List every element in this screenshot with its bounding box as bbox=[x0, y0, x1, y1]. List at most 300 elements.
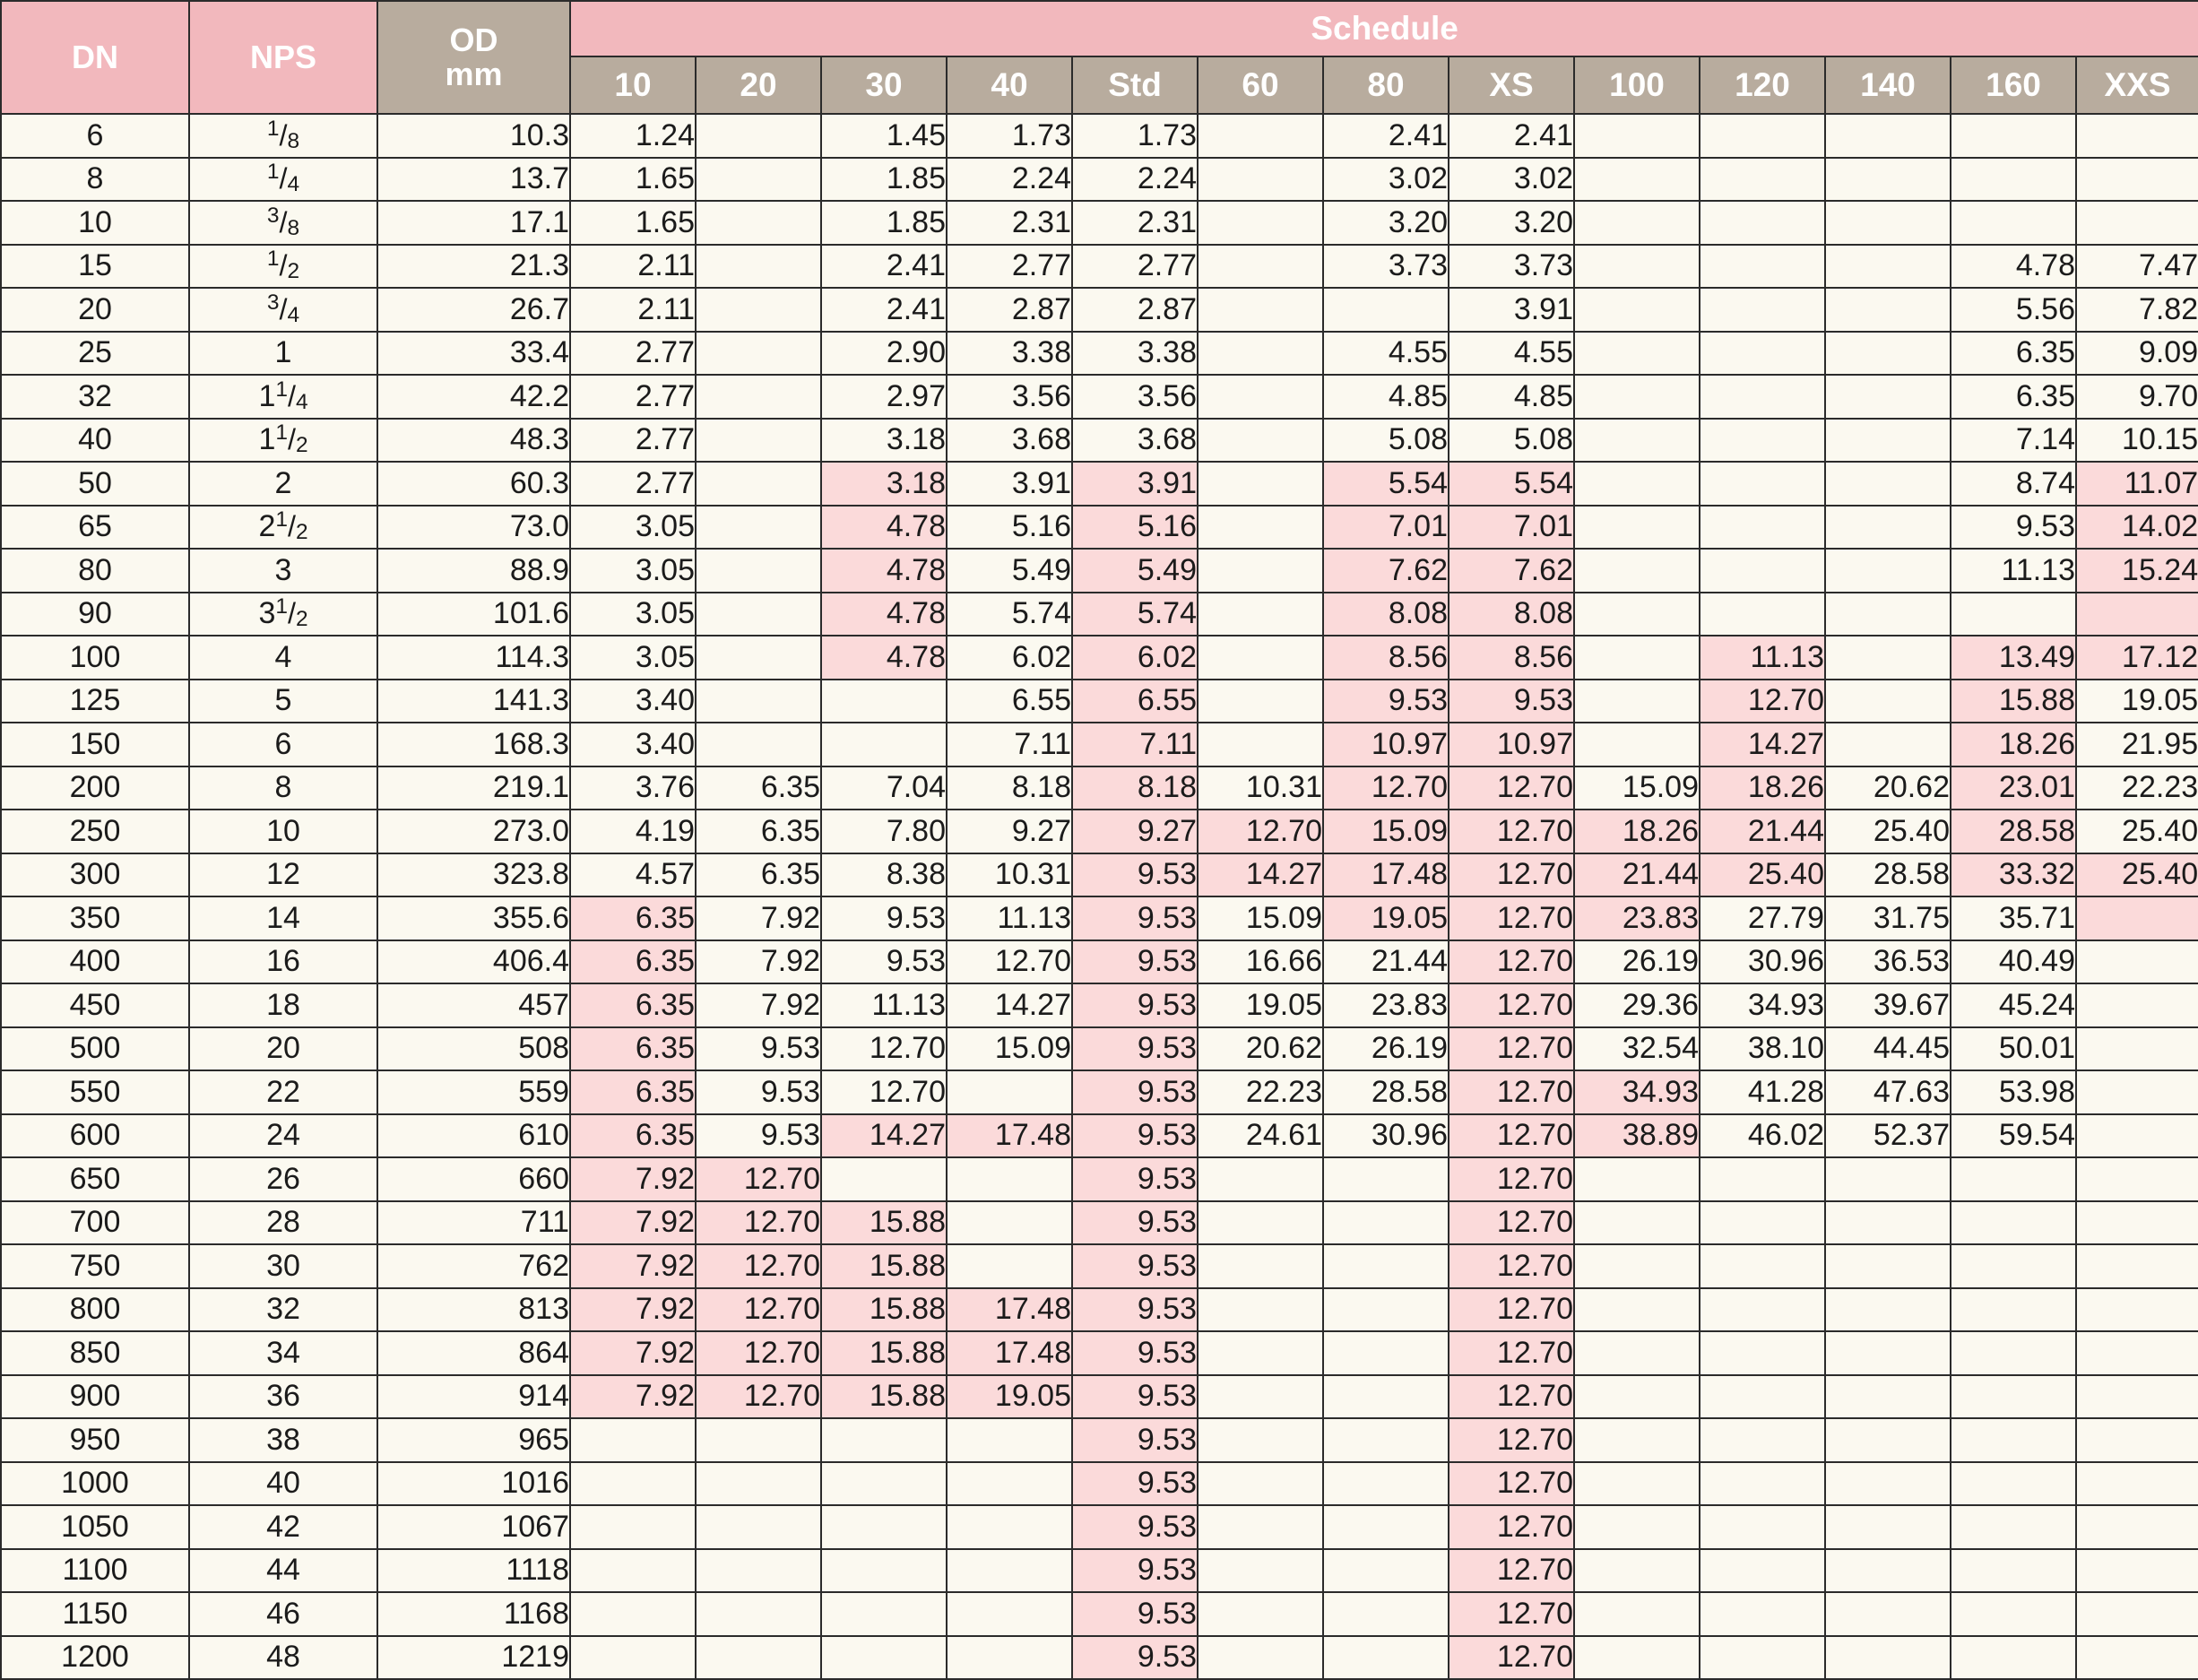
cell-dn: 200 bbox=[1, 766, 189, 810]
cell-sched-100 bbox=[1574, 636, 1700, 680]
cell-dn: 900 bbox=[1, 1375, 189, 1419]
cell-sched-30: 2.41 bbox=[821, 245, 947, 289]
cell-sched-120: 30.96 bbox=[1700, 940, 1825, 984]
cell-sched-20 bbox=[696, 114, 821, 158]
cell-sched-100 bbox=[1574, 114, 1700, 158]
cell-sched-xxs bbox=[2076, 1114, 2198, 1158]
cell-sched-10: 3.05 bbox=[570, 593, 696, 636]
cell-nps: 1 bbox=[189, 332, 377, 376]
cell-dn: 950 bbox=[1, 1418, 189, 1462]
cell-dn: 10 bbox=[1, 201, 189, 245]
cell-dn: 100 bbox=[1, 636, 189, 680]
cell-nps: 22 bbox=[189, 1070, 377, 1114]
cell-od: 457 bbox=[377, 983, 570, 1027]
cell-sched-80: 2.41 bbox=[1323, 114, 1449, 158]
cell-sched-std: 9.53 bbox=[1072, 1549, 1198, 1593]
cell-sched-10: 2.11 bbox=[570, 245, 696, 289]
cell-nps: 18 bbox=[189, 983, 377, 1027]
cell-dn: 450 bbox=[1, 983, 189, 1027]
cell-sched-xxs: 7.82 bbox=[2076, 288, 2198, 332]
cell-dn: 550 bbox=[1, 1070, 189, 1114]
cell-sched-80: 21.44 bbox=[1323, 940, 1449, 984]
cell-sched-60 bbox=[1198, 636, 1323, 680]
cell-sched-std: 9.53 bbox=[1072, 1027, 1198, 1071]
cell-sched-10: 7.92 bbox=[570, 1244, 696, 1288]
cell-sched-80: 19.05 bbox=[1323, 896, 1449, 940]
cell-sched-80: 3.73 bbox=[1323, 245, 1449, 289]
cell-sched-xs: 12.70 bbox=[1449, 1027, 1574, 1071]
cell-sched-std: 9.53 bbox=[1072, 1418, 1198, 1462]
table-row bbox=[1, 1027, 2198, 1071]
cell-dn: 650 bbox=[1, 1157, 189, 1201]
cell-sched-xxs bbox=[2076, 1244, 2198, 1288]
cell-sched-80 bbox=[1323, 1549, 1449, 1593]
cell-sched-xs: 12.70 bbox=[1449, 1157, 1574, 1201]
cell-sched-160 bbox=[1951, 1288, 2076, 1332]
cell-dn: 350 bbox=[1, 896, 189, 940]
cell-sched-std: 3.68 bbox=[1072, 419, 1198, 463]
cell-nps: 46 bbox=[189, 1592, 377, 1636]
cell-od: 1016 bbox=[377, 1462, 570, 1506]
cell-sched-20: 12.70 bbox=[696, 1331, 821, 1375]
cell-sched-120 bbox=[1700, 1157, 1825, 1201]
cell-nps: 48 bbox=[189, 1636, 377, 1680]
column-header-dn: DN bbox=[1, 1, 189, 114]
cell-sched-40: 5.49 bbox=[947, 549, 1072, 593]
cell-sched-10: 7.92 bbox=[570, 1288, 696, 1332]
cell-sched-80 bbox=[1323, 1636, 1449, 1680]
cell-sched-xs: 12.70 bbox=[1449, 1201, 1574, 1245]
cell-sched-xs: 3.20 bbox=[1449, 201, 1574, 245]
cell-sched-80 bbox=[1323, 1418, 1449, 1462]
cell-sched-140: 47.63 bbox=[1825, 1070, 1951, 1114]
cell-sched-80 bbox=[1323, 1244, 1449, 1288]
cell-sched-xs: 4.55 bbox=[1449, 332, 1574, 376]
cell-sched-80: 28.58 bbox=[1323, 1070, 1449, 1114]
cell-sched-100: 32.54 bbox=[1574, 1027, 1700, 1071]
cell-sched-xs: 12.70 bbox=[1449, 1070, 1574, 1114]
cell-sched-10: 2.11 bbox=[570, 288, 696, 332]
cell-sched-100: 21.44 bbox=[1574, 853, 1700, 897]
column-header-sched-140: 140 bbox=[1825, 56, 1951, 114]
cell-sched-160: 33.32 bbox=[1951, 853, 2076, 897]
cell-sched-60 bbox=[1198, 1592, 1323, 1636]
cell-nps: 3 bbox=[189, 549, 377, 593]
cell-sched-160: 8.74 bbox=[1951, 462, 2076, 506]
cell-sched-std: 3.56 bbox=[1072, 375, 1198, 419]
cell-sched-10: 6.35 bbox=[570, 940, 696, 984]
cell-sched-30: 9.53 bbox=[821, 940, 947, 984]
cell-od: 13.7 bbox=[377, 158, 570, 202]
cell-dn: 40 bbox=[1, 419, 189, 463]
cell-sched-std: 7.11 bbox=[1072, 723, 1198, 766]
cell-sched-30: 3.18 bbox=[821, 419, 947, 463]
table-header bbox=[1, 1, 2198, 114]
cell-sched-140 bbox=[1825, 1636, 1951, 1680]
cell-sched-160 bbox=[1951, 1505, 2076, 1549]
cell-sched-10: 7.92 bbox=[570, 1331, 696, 1375]
cell-dn: 50 bbox=[1, 462, 189, 506]
cell-sched-40: 17.48 bbox=[947, 1114, 1072, 1158]
cell-sched-std: 8.18 bbox=[1072, 766, 1198, 810]
cell-sched-60 bbox=[1198, 506, 1323, 550]
cell-sched-100 bbox=[1574, 245, 1700, 289]
cell-sched-60: 12.70 bbox=[1198, 810, 1323, 853]
cell-dn: 600 bbox=[1, 1114, 189, 1158]
cell-sched-100 bbox=[1574, 723, 1700, 766]
table-row bbox=[1, 506, 2198, 550]
cell-sched-80: 5.08 bbox=[1323, 419, 1449, 463]
cell-od: 864 bbox=[377, 1331, 570, 1375]
cell-sched-100 bbox=[1574, 201, 1700, 245]
cell-sched-20 bbox=[696, 245, 821, 289]
cell-sched-10: 1.65 bbox=[570, 201, 696, 245]
cell-sched-std: 9.53 bbox=[1072, 1636, 1198, 1680]
cell-sched-160: 53.98 bbox=[1951, 1070, 2076, 1114]
cell-sched-20 bbox=[696, 723, 821, 766]
cell-sched-40: 3.91 bbox=[947, 462, 1072, 506]
cell-sched-140 bbox=[1825, 375, 1951, 419]
cell-sched-xxs bbox=[2076, 1505, 2198, 1549]
cell-sched-xxs: 7.47 bbox=[2076, 245, 2198, 289]
cell-od: 114.3 bbox=[377, 636, 570, 680]
cell-sched-100 bbox=[1574, 375, 1700, 419]
cell-sched-140: 28.58 bbox=[1825, 853, 1951, 897]
cell-sched-120 bbox=[1700, 1636, 1825, 1680]
cell-dn: 8 bbox=[1, 158, 189, 202]
cell-sched-80: 3.02 bbox=[1323, 158, 1449, 202]
cell-sched-140 bbox=[1825, 1331, 1951, 1375]
cell-sched-100 bbox=[1574, 1375, 1700, 1419]
cell-sched-20: 7.92 bbox=[696, 940, 821, 984]
cell-sched-std: 9.53 bbox=[1072, 1244, 1198, 1288]
cell-sched-30 bbox=[821, 723, 947, 766]
cell-sched-40: 11.13 bbox=[947, 896, 1072, 940]
cell-sched-30: 9.53 bbox=[821, 896, 947, 940]
table-row bbox=[1, 853, 2198, 897]
cell-sched-30: 3.18 bbox=[821, 462, 947, 506]
table-row bbox=[1, 723, 2198, 766]
cell-sched-80: 10.97 bbox=[1323, 723, 1449, 766]
cell-dn: 750 bbox=[1, 1244, 189, 1288]
cell-sched-100: 34.93 bbox=[1574, 1070, 1700, 1114]
cell-od: 1219 bbox=[377, 1636, 570, 1680]
cell-sched-140 bbox=[1825, 332, 1951, 376]
table-row bbox=[1, 1418, 2198, 1462]
cell-od: 323.8 bbox=[377, 853, 570, 897]
cell-od: 26.7 bbox=[377, 288, 570, 332]
cell-od: 168.3 bbox=[377, 723, 570, 766]
cell-sched-10: 6.35 bbox=[570, 896, 696, 940]
cell-sched-80: 3.20 bbox=[1323, 201, 1449, 245]
table-row bbox=[1, 1201, 2198, 1245]
cell-nps: 10 bbox=[189, 810, 377, 853]
column-header-sched-160: 160 bbox=[1951, 56, 2076, 114]
cell-sched-xs: 12.70 bbox=[1449, 1114, 1574, 1158]
cell-sched-10: 7.92 bbox=[570, 1201, 696, 1245]
cell-sched-10: 6.35 bbox=[570, 1114, 696, 1158]
cell-sched-140 bbox=[1825, 1592, 1951, 1636]
cell-sched-30 bbox=[821, 680, 947, 723]
cell-sched-20 bbox=[696, 1418, 821, 1462]
cell-sched-20: 12.70 bbox=[696, 1201, 821, 1245]
cell-sched-xxs bbox=[2076, 1070, 2198, 1114]
column-header-sched-80: 80 bbox=[1323, 56, 1449, 114]
cell-sched-120: 12.70 bbox=[1700, 680, 1825, 723]
cell-sched-30: 15.88 bbox=[821, 1244, 947, 1288]
cell-sched-100 bbox=[1574, 1549, 1700, 1593]
table-row bbox=[1, 419, 2198, 463]
cell-sched-80 bbox=[1323, 1505, 1449, 1549]
cell-od: 60.3 bbox=[377, 462, 570, 506]
table-row bbox=[1, 549, 2198, 593]
cell-sched-std: 9.53 bbox=[1072, 896, 1198, 940]
cell-sched-xxs: 25.40 bbox=[2076, 853, 2198, 897]
cell-sched-140 bbox=[1825, 723, 1951, 766]
cell-od: 42.2 bbox=[377, 375, 570, 419]
cell-sched-120 bbox=[1700, 593, 1825, 636]
cell-sched-160 bbox=[1951, 1375, 2076, 1419]
cell-sched-std: 9.27 bbox=[1072, 810, 1198, 853]
table-row bbox=[1, 462, 2198, 506]
cell-sched-30: 12.70 bbox=[821, 1027, 947, 1071]
cell-sched-20 bbox=[696, 549, 821, 593]
cell-sched-xxs bbox=[2076, 940, 2198, 984]
cell-sched-140 bbox=[1825, 1505, 1951, 1549]
cell-sched-160 bbox=[1951, 1244, 2076, 1288]
cell-od: 762 bbox=[377, 1244, 570, 1288]
cell-sched-60 bbox=[1198, 1375, 1323, 1419]
cell-sched-30: 7.80 bbox=[821, 810, 947, 853]
cell-sched-120: 11.13 bbox=[1700, 636, 1825, 680]
cell-sched-xs: 9.53 bbox=[1449, 680, 1574, 723]
cell-sched-120 bbox=[1700, 375, 1825, 419]
table-row bbox=[1, 1592, 2198, 1636]
cell-nps: 6 bbox=[189, 723, 377, 766]
cell-sched-80 bbox=[1323, 1375, 1449, 1419]
cell-sched-40: 2.87 bbox=[947, 288, 1072, 332]
cell-sched-40: 19.05 bbox=[947, 1375, 1072, 1419]
cell-sched-160: 50.01 bbox=[1951, 1027, 2076, 1071]
cell-sched-80: 17.48 bbox=[1323, 853, 1449, 897]
cell-sched-120 bbox=[1700, 1244, 1825, 1288]
cell-sched-160: 28.58 bbox=[1951, 810, 2076, 853]
cell-sched-30 bbox=[821, 1462, 947, 1506]
cell-sched-xs: 3.02 bbox=[1449, 158, 1574, 202]
cell-sched-20: 9.53 bbox=[696, 1070, 821, 1114]
cell-sched-xs: 8.08 bbox=[1449, 593, 1574, 636]
cell-sched-60 bbox=[1198, 680, 1323, 723]
cell-sched-xs: 7.62 bbox=[1449, 549, 1574, 593]
cell-sched-40: 6.02 bbox=[947, 636, 1072, 680]
cell-sched-60 bbox=[1198, 158, 1323, 202]
cell-sched-80: 7.62 bbox=[1323, 549, 1449, 593]
cell-dn: 400 bbox=[1, 940, 189, 984]
cell-sched-40: 2.31 bbox=[947, 201, 1072, 245]
cell-sched-160: 13.49 bbox=[1951, 636, 2076, 680]
cell-sched-10: 3.40 bbox=[570, 680, 696, 723]
table-row bbox=[1, 940, 2198, 984]
cell-sched-140 bbox=[1825, 680, 1951, 723]
table-row bbox=[1, 766, 2198, 810]
cell-sched-120: 46.02 bbox=[1700, 1114, 1825, 1158]
cell-sched-std: 6.55 bbox=[1072, 680, 1198, 723]
cell-sched-100 bbox=[1574, 1462, 1700, 1506]
cell-sched-120: 14.27 bbox=[1700, 723, 1825, 766]
cell-sched-60: 16.66 bbox=[1198, 940, 1323, 984]
cell-sched-160 bbox=[1951, 158, 2076, 202]
cell-sched-100 bbox=[1574, 593, 1700, 636]
cell-sched-20 bbox=[696, 506, 821, 550]
cell-sched-20: 9.53 bbox=[696, 1027, 821, 1071]
cell-sched-10: 2.77 bbox=[570, 419, 696, 463]
cell-sched-100 bbox=[1574, 158, 1700, 202]
cell-sched-140: 39.67 bbox=[1825, 983, 1951, 1027]
cell-sched-140 bbox=[1825, 1549, 1951, 1593]
cell-sched-30: 15.88 bbox=[821, 1331, 947, 1375]
cell-sched-10 bbox=[570, 1462, 696, 1506]
cell-sched-20 bbox=[696, 462, 821, 506]
cell-sched-10: 4.57 bbox=[570, 853, 696, 897]
cell-od: 273.0 bbox=[377, 810, 570, 853]
cell-sched-std: 9.53 bbox=[1072, 940, 1198, 984]
cell-nps: 42 bbox=[189, 1505, 377, 1549]
cell-nps: 44 bbox=[189, 1549, 377, 1593]
cell-sched-20: 6.35 bbox=[696, 766, 821, 810]
cell-sched-60 bbox=[1198, 1288, 1323, 1332]
cell-sched-40: 17.48 bbox=[947, 1288, 1072, 1332]
header-row-top bbox=[1, 1, 2198, 56]
cell-sched-60 bbox=[1198, 462, 1323, 506]
cell-sched-xxs: 10.15 bbox=[2076, 419, 2198, 463]
cell-sched-60 bbox=[1198, 1418, 1323, 1462]
cell-sched-100 bbox=[1574, 462, 1700, 506]
cell-nps: 38 bbox=[189, 1418, 377, 1462]
cell-sched-xs: 10.97 bbox=[1449, 723, 1574, 766]
table-row bbox=[1, 288, 2198, 332]
cell-sched-120: 34.93 bbox=[1700, 983, 1825, 1027]
cell-sched-160: 45.24 bbox=[1951, 983, 2076, 1027]
cell-od: 88.9 bbox=[377, 549, 570, 593]
cell-sched-30: 1.85 bbox=[821, 201, 947, 245]
cell-sched-xxs: 9.70 bbox=[2076, 375, 2198, 419]
cell-sched-160: 11.13 bbox=[1951, 549, 2076, 593]
cell-sched-160 bbox=[1951, 114, 2076, 158]
cell-sched-120: 18.26 bbox=[1700, 766, 1825, 810]
cell-nps: 34 bbox=[189, 1331, 377, 1375]
cell-sched-140 bbox=[1825, 1288, 1951, 1332]
cell-sched-160: 18.26 bbox=[1951, 723, 2076, 766]
cell-od: 610 bbox=[377, 1114, 570, 1158]
cell-sched-xxs bbox=[2076, 1636, 2198, 1680]
table-row bbox=[1, 332, 2198, 376]
cell-sched-xs: 8.56 bbox=[1449, 636, 1574, 680]
cell-od: 1168 bbox=[377, 1592, 570, 1636]
cell-sched-xs: 12.70 bbox=[1449, 983, 1574, 1027]
cell-sched-60: 15.09 bbox=[1198, 896, 1323, 940]
table-row bbox=[1, 1375, 2198, 1419]
cell-dn: 15 bbox=[1, 245, 189, 289]
cell-sched-140 bbox=[1825, 1157, 1951, 1201]
cell-sched-xxs: 9.09 bbox=[2076, 332, 2198, 376]
cell-sched-10 bbox=[570, 1549, 696, 1593]
column-header-nps: NPS bbox=[189, 1, 377, 114]
cell-sched-80: 26.19 bbox=[1323, 1027, 1449, 1071]
cell-sched-60 bbox=[1198, 288, 1323, 332]
cell-sched-160 bbox=[1951, 1157, 2076, 1201]
cell-sched-std: 2.24 bbox=[1072, 158, 1198, 202]
cell-sched-140 bbox=[1825, 288, 1951, 332]
cell-sched-120: 21.44 bbox=[1700, 810, 1825, 853]
column-header-sched-100: 100 bbox=[1574, 56, 1700, 114]
cell-dn: 80 bbox=[1, 549, 189, 593]
cell-sched-30 bbox=[821, 1418, 947, 1462]
table-row bbox=[1, 593, 2198, 636]
table-row bbox=[1, 1549, 2198, 1593]
table-row bbox=[1, 1244, 2198, 1288]
cell-sched-80: 23.83 bbox=[1323, 983, 1449, 1027]
cell-sched-30: 12.70 bbox=[821, 1070, 947, 1114]
cell-sched-60: 10.31 bbox=[1198, 766, 1323, 810]
cell-sched-std: 9.53 bbox=[1072, 1462, 1198, 1506]
cell-sched-std: 9.53 bbox=[1072, 1592, 1198, 1636]
cell-sched-60 bbox=[1198, 1244, 1323, 1288]
cell-sched-160 bbox=[1951, 1201, 2076, 1245]
cell-sched-60 bbox=[1198, 1331, 1323, 1375]
cell-nps: 2 bbox=[189, 462, 377, 506]
cell-sched-100 bbox=[1574, 680, 1700, 723]
cell-sched-140 bbox=[1825, 114, 1951, 158]
cell-sched-std: 9.53 bbox=[1072, 1114, 1198, 1158]
cell-sched-100: 29.36 bbox=[1574, 983, 1700, 1027]
cell-sched-160: 59.54 bbox=[1951, 1114, 2076, 1158]
cell-sched-60 bbox=[1198, 245, 1323, 289]
cell-sched-std: 5.16 bbox=[1072, 506, 1198, 550]
cell-sched-80 bbox=[1323, 288, 1449, 332]
cell-sched-160 bbox=[1951, 1636, 2076, 1680]
cell-sched-80: 12.70 bbox=[1323, 766, 1449, 810]
cell-sched-40: 3.38 bbox=[947, 332, 1072, 376]
cell-sched-40 bbox=[947, 1462, 1072, 1506]
cell-sched-std: 2.77 bbox=[1072, 245, 1198, 289]
cell-sched-120 bbox=[1700, 1462, 1825, 1506]
table-row bbox=[1, 1070, 2198, 1114]
cell-sched-xs: 12.70 bbox=[1449, 1375, 1574, 1419]
cell-sched-xs: 12.70 bbox=[1449, 940, 1574, 984]
column-header-od-label: OD bbox=[449, 22, 498, 59]
cell-dn: 250 bbox=[1, 810, 189, 853]
cell-sched-100 bbox=[1574, 288, 1700, 332]
cell-sched-60 bbox=[1198, 1549, 1323, 1593]
cell-sched-160: 6.35 bbox=[1951, 375, 2076, 419]
cell-sched-160 bbox=[1951, 1462, 2076, 1506]
table-row bbox=[1, 1331, 2198, 1375]
cell-od: 559 bbox=[377, 1070, 570, 1114]
cell-od: 10.3 bbox=[377, 114, 570, 158]
cell-sched-20 bbox=[696, 375, 821, 419]
cell-sched-40 bbox=[947, 1070, 1072, 1114]
cell-sched-60: 22.23 bbox=[1198, 1070, 1323, 1114]
cell-sched-xs: 12.70 bbox=[1449, 1418, 1574, 1462]
cell-sched-60 bbox=[1198, 419, 1323, 463]
cell-sched-80: 15.09 bbox=[1323, 810, 1449, 853]
cell-sched-80: 8.08 bbox=[1323, 593, 1449, 636]
cell-sched-40 bbox=[947, 1549, 1072, 1593]
cell-sched-120 bbox=[1700, 245, 1825, 289]
cell-dn: 700 bbox=[1, 1201, 189, 1245]
cell-sched-80 bbox=[1323, 1331, 1449, 1375]
cell-sched-std: 9.53 bbox=[1072, 1201, 1198, 1245]
